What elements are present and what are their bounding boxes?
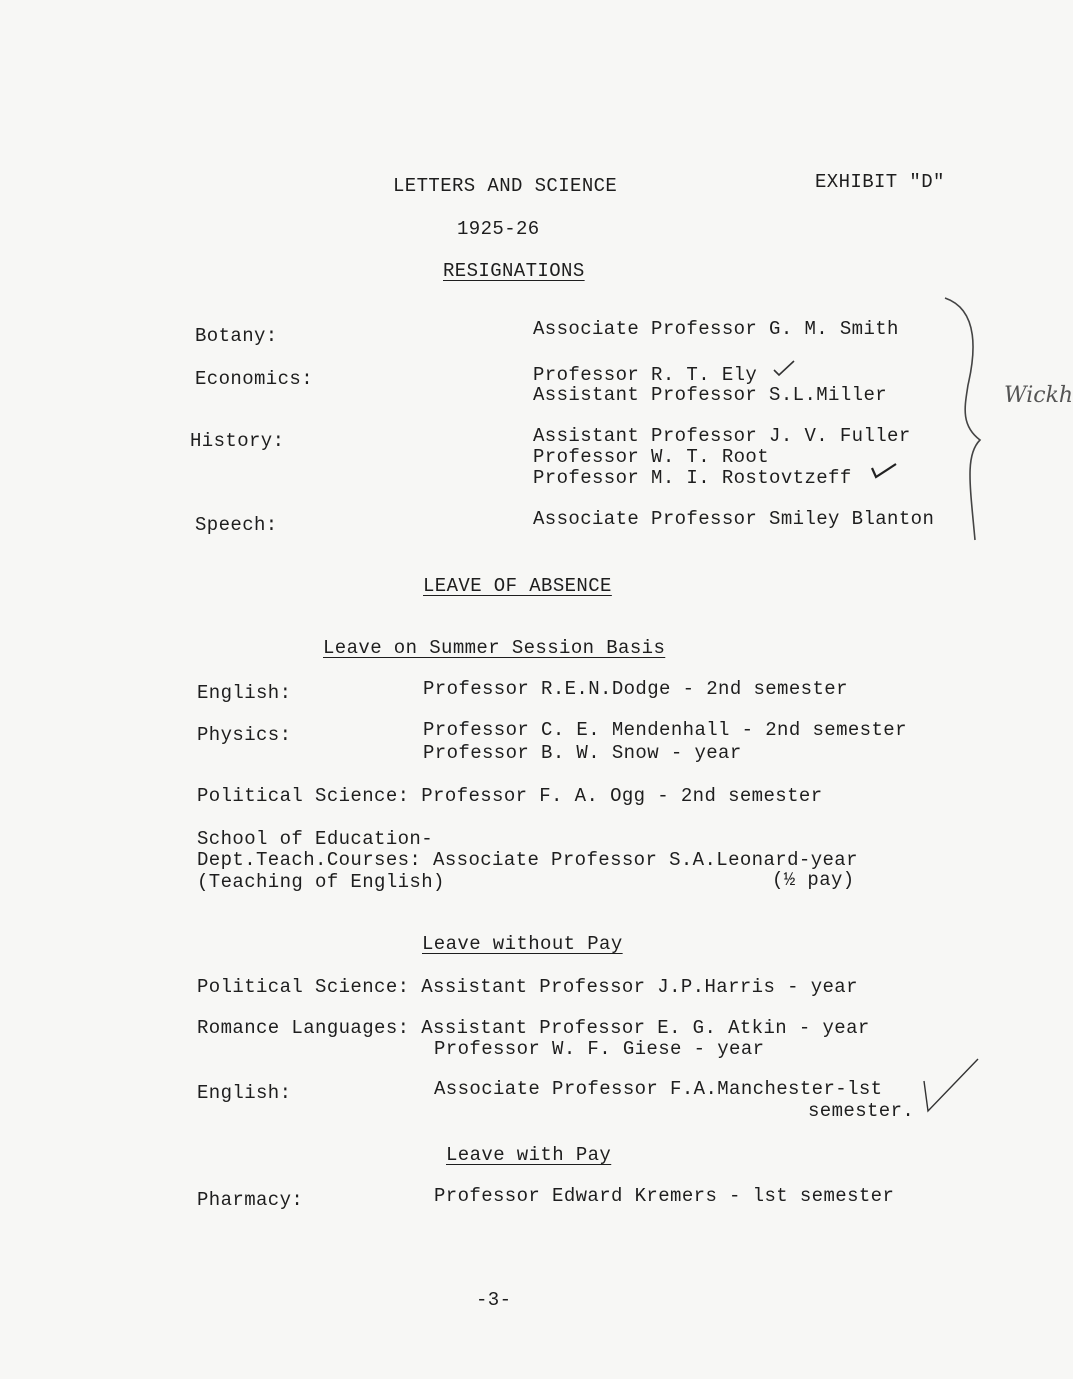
leave-line: Professor Edward Kremers - lst semester bbox=[434, 1185, 895, 1207]
resignation-line: Professor R. T. Ely bbox=[533, 364, 758, 386]
dept-pharmacy: Pharmacy: bbox=[197, 1189, 304, 1211]
leave-line: Associate Professor F.A.Manchester-lst bbox=[434, 1078, 883, 1100]
margin-handwritten-note: Wickh bbox=[1004, 383, 1073, 408]
dept-english: English: bbox=[197, 682, 292, 704]
dept-physics: Physics: bbox=[197, 724, 292, 746]
resignation-line: Associate Professor Smiley Blanton bbox=[533, 508, 935, 530]
exhibit-label: EXHIBIT "D" bbox=[815, 171, 945, 193]
leave-line: Professor B. W. Snow - year bbox=[423, 742, 742, 764]
summer-session-heading: Leave on Summer Session Basis bbox=[323, 637, 666, 659]
leave-line: Professor R.E.N.Dodge - 2nd semester bbox=[423, 678, 848, 700]
resignation-line: Associate Professor G. M. Smith bbox=[533, 318, 899, 340]
document-title: LETTERS AND SCIENCE bbox=[393, 175, 618, 197]
romance-line: Romance Languages: Assistant Professor E. G. Atkin - year bbox=[197, 1017, 870, 1039]
resignation-line: Assistant Professor S.L.Miller bbox=[533, 384, 888, 406]
resignation-line: Professor M. I. Rostovtzeff bbox=[533, 467, 852, 489]
check-mark-icon bbox=[920, 1055, 982, 1117]
dept-history: History: bbox=[190, 430, 285, 452]
margin-bracket-mark bbox=[940, 295, 1050, 545]
dept-english: English: bbox=[197, 1082, 292, 1104]
polisci-without-pay-line: Political Science: Assistant Professor J.P.Harris - year bbox=[197, 976, 858, 998]
check-mark-icon bbox=[870, 458, 898, 480]
dept-speech: Speech: bbox=[195, 514, 278, 536]
resignations-heading: RESIGNATIONS bbox=[443, 260, 585, 282]
polisci-summer-line: Political Science: Professor F. A. Ogg - 2nd semester bbox=[197, 785, 823, 807]
leave-line: semester. bbox=[808, 1100, 915, 1122]
with-pay-heading: Leave with Pay bbox=[446, 1144, 612, 1166]
leave-heading: LEAVE OF ABSENCE bbox=[423, 575, 612, 597]
check-mark-icon bbox=[772, 358, 796, 378]
dept-botany: Botany: bbox=[195, 325, 278, 347]
resignation-line: Assistant Professor J. V. Fuller bbox=[533, 425, 911, 447]
education-line: Dept.Teach.Courses: Associate Professor S.A.Leonard-year bbox=[197, 849, 858, 871]
academic-year: 1925-26 bbox=[457, 218, 540, 240]
without-pay-heading: Leave without Pay bbox=[422, 933, 623, 955]
education-line: School of Education- bbox=[197, 828, 434, 850]
page-number: -3- bbox=[476, 1289, 512, 1311]
resignation-line: Professor W. T. Root bbox=[533, 446, 770, 468]
education-line: (Teaching of English) bbox=[197, 871, 445, 893]
romance-line: Professor W. F. Giese - year bbox=[434, 1038, 765, 1060]
half-pay-note: (½ pay) bbox=[772, 869, 855, 891]
dept-economics: Economics: bbox=[195, 368, 314, 390]
leave-line: Professor C. E. Mendenhall - 2nd semester bbox=[423, 719, 907, 741]
